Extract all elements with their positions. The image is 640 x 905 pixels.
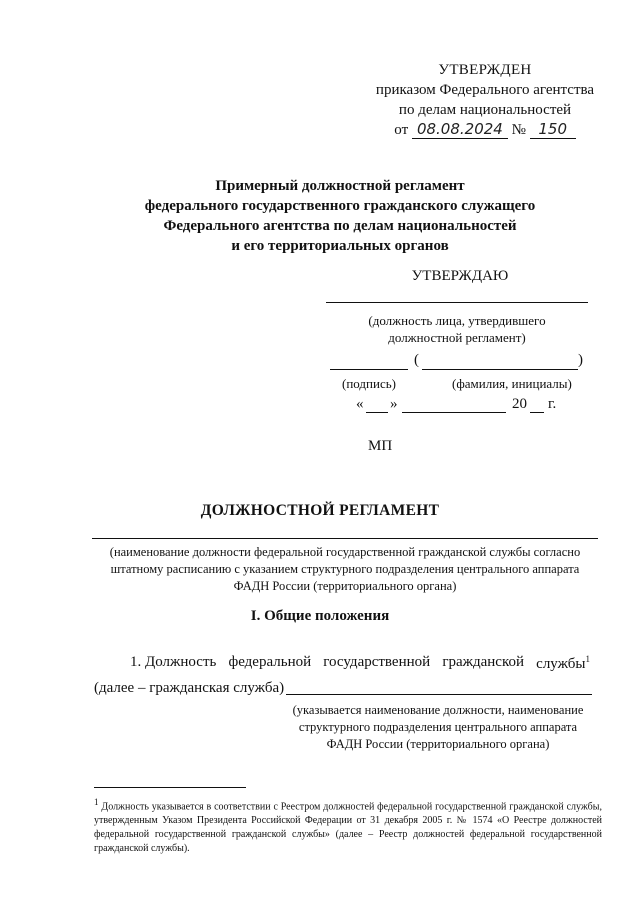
approved-heading: УТВЕРЖДЕН	[438, 62, 532, 78]
title-line-3: Федерального агентства по делам национальностей	[163, 218, 517, 234]
signature-line	[330, 369, 408, 370]
name-line	[422, 369, 578, 370]
para1-word-2: федеральной	[228, 654, 312, 670]
document-title	[100, 176, 580, 256]
position-name-caption-line-3: ФАДН России (территориального органа)	[326, 737, 550, 751]
month-line	[402, 412, 506, 413]
footnote-separator	[94, 787, 246, 788]
title-line-2: федерального государственного гражданского служащего	[144, 198, 536, 214]
footnote-ref: 1	[585, 654, 590, 664]
order-date-number	[360, 120, 610, 140]
position-name-caption	[270, 702, 606, 753]
para1-word-4: гражданской	[442, 654, 525, 670]
footnote	[94, 795, 602, 856]
title-line-4: и его территориальных органов	[231, 238, 449, 254]
position-caption-line-2: должностной регламент)	[388, 330, 526, 345]
regulation-title: ДОЛЖНОСТНОЙ РЕГЛАМЕНТ	[200, 502, 440, 519]
section-title: I. Общие положения	[250, 608, 390, 624]
position-caption-line-1: (должность лица, утвердившего	[368, 313, 546, 328]
position-name-line	[286, 694, 592, 695]
regulation-position-line	[92, 538, 598, 539]
approved-line-1: приказом Федерального агентства	[375, 82, 595, 98]
position-name-caption-line-2: структурного подразделения центрального аппарата	[298, 720, 578, 734]
para1-word-5	[536, 654, 590, 673]
order-date-handwritten: 08.08.2024	[412, 121, 508, 139]
footnote-text: Должность указывается в соответствии с Реестром должностей федеральной государственной гражданской службы, утвержденным Указом Президента Российской Федерации от 31 декабря 2005 г. № 1574 «О Реестре должностей федеральной государственной гражданской службы» (далее – Реестр должностей федеральной государственной гражданской службы).	[94, 801, 602, 855]
position-caption	[326, 312, 588, 346]
para1-word-1: 1. Должность	[130, 654, 217, 670]
date-prefix: от	[394, 122, 409, 138]
number-prefix: №	[511, 122, 526, 138]
affirm-heading: УТВЕРЖДАЮ	[411, 268, 509, 284]
approved-line-2: по делам национальностей	[398, 102, 572, 118]
position-line	[326, 302, 588, 303]
year-prefix: 20	[512, 396, 527, 412]
order-number-handwritten: 150	[530, 121, 576, 139]
regulation-caption-line-3: ФАДН России (территориального органа)	[233, 579, 457, 593]
approval-stamp-block	[360, 60, 610, 140]
para1-word-5-text: службы	[536, 656, 586, 672]
date-open-quote: «	[356, 396, 364, 412]
regulation-caption-line-1: (наименование должности федеральной государственной гражданской службы согласно	[109, 545, 581, 559]
name-caption: (фамилия, инициалы)	[452, 376, 572, 391]
close-paren: )	[578, 352, 583, 368]
title-line-1: Примерный должностной регламент	[215, 178, 465, 194]
paragraph-1-line-2: (далее – гражданская служба)	[94, 680, 285, 696]
position-name-caption-line-1: (указывается наименование должности, наименование	[292, 703, 584, 717]
regulation-caption-line-2: штатному расписанию с указанием структурного подразделения центрального аппарата	[110, 562, 580, 576]
para1-word-3: государственной	[323, 654, 431, 670]
signature-caption: (подпись)	[342, 376, 396, 391]
footnote-mark: 1	[94, 797, 99, 807]
stamp-place-label: МП	[368, 438, 393, 454]
regulation-caption	[60, 544, 630, 595]
year-line	[530, 412, 544, 413]
paragraph-1-line-1	[130, 654, 590, 673]
year-suffix: г.	[548, 396, 557, 412]
date-close-quote: »	[390, 396, 398, 412]
day-line	[366, 412, 388, 413]
open-paren: (	[414, 352, 419, 368]
